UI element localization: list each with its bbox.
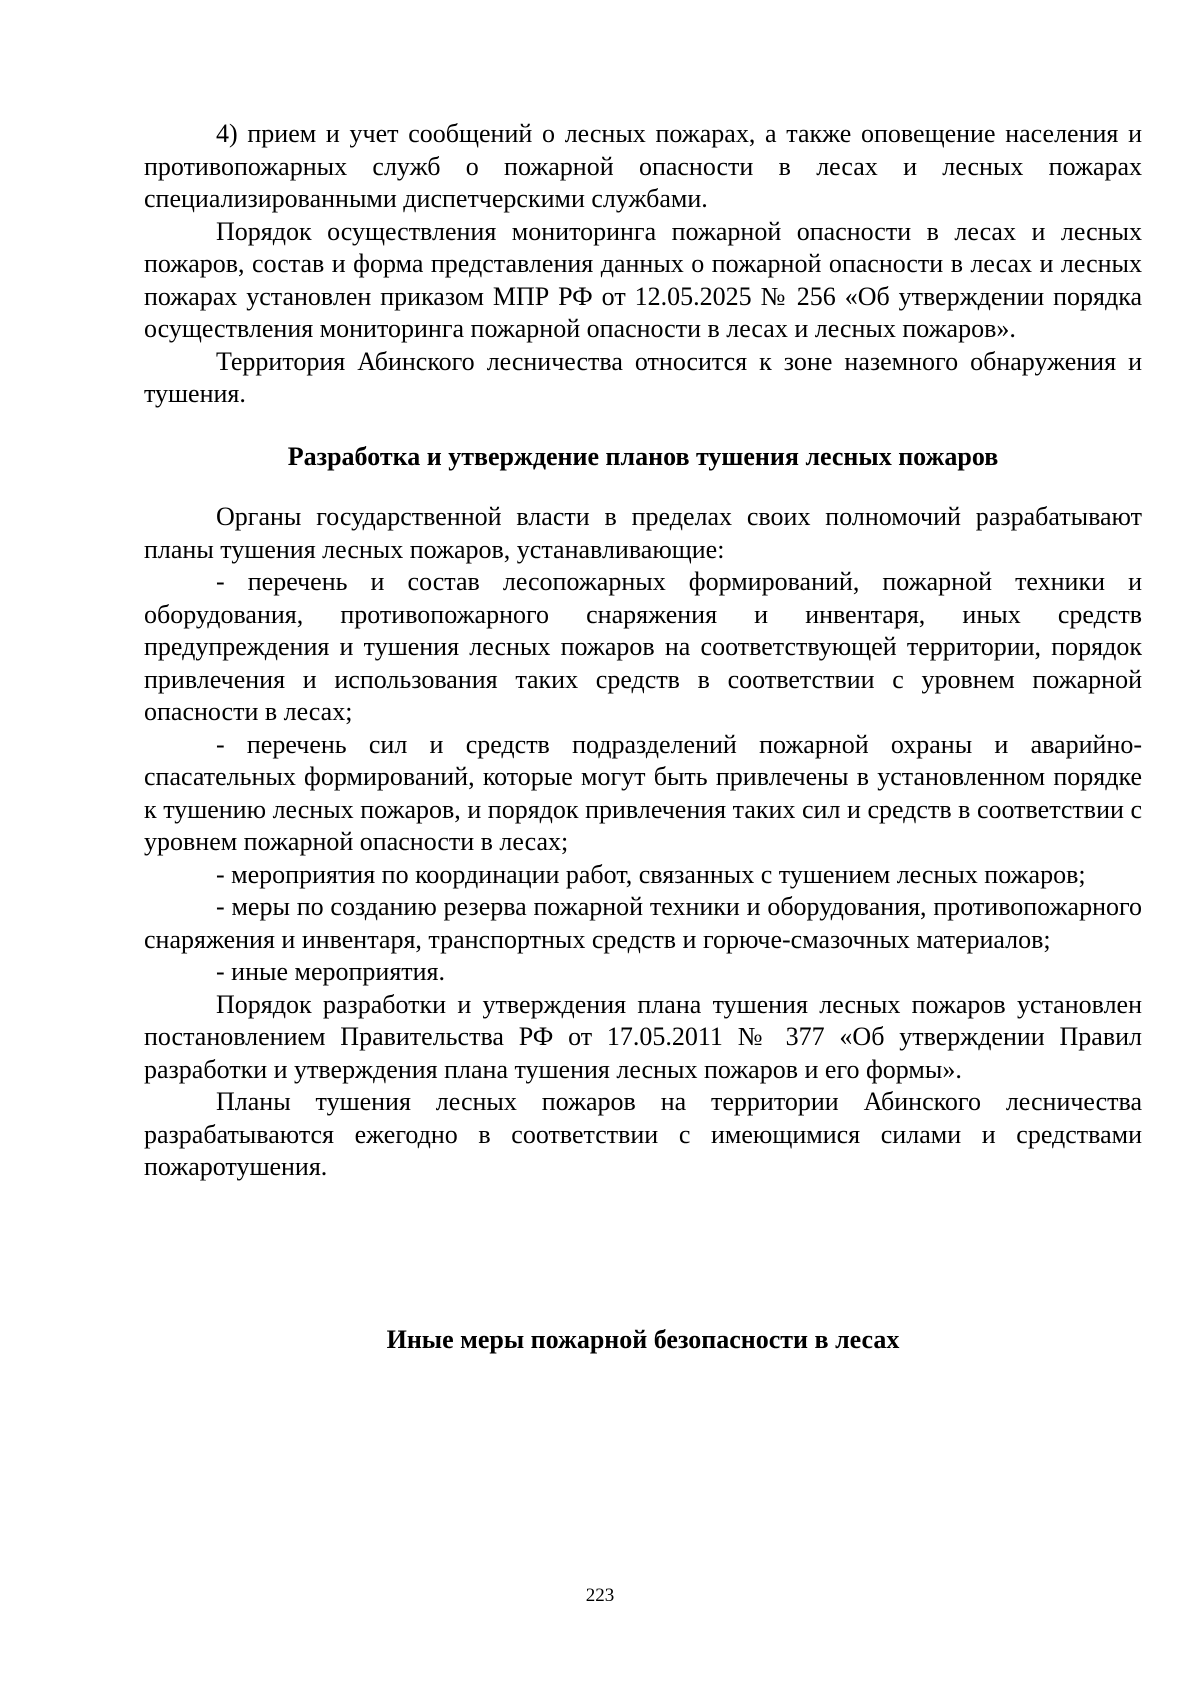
list-item-forces: - перечень сил и средств подразделений пожарной охраны и аварийно-спасательных формирований, которые могут быть привлечены в установленном порядке к тушению лесных пожаров, и порядок привлечения таких сил и средств в соответствии с уровнем пожарной опасности в лесах; bbox=[144, 729, 1142, 856]
section-heading-other-measures: Иные меры пожарной безопасности в лесах bbox=[386, 1324, 900, 1354]
page-number: 223 bbox=[585, 1585, 615, 1606]
paragraph-annual-plans: Планы тушения лесных пожаров на территории Абинского лесничества разрабатываются ежегодно в соответствии с имеющимися силами и средствами пожаротушения. bbox=[144, 1087, 1142, 1181]
list-item-reserve: - меры по созданию резерва пожарной техники и оборудования, противопожарного снаряжения и инвентаря, транспортных средств и горюче-смазочных материалов; bbox=[144, 892, 1142, 954]
paragraph-fire-reports: 4) прием и учет сообщений о лесных пожарах, а также оповещение населения и противопожарных служб о пожарной опасности в лесах и лесных пожарах специализированными диспетчерскими службами. bbox=[144, 119, 1142, 213]
paragraph-plan-procedure: Порядок разработки и утверждения плана тушения лесных пожаров установлен постановлением Правительства РФ от 17.05.2011 № 377 «Об утверждении Правил разработки и утверждения плана тушения лесных пожаров и его формы». bbox=[144, 989, 1142, 1084]
paragraph-monitoring-order: Порядок осуществления мониторинга пожарной опасности в лесах и лесных пожаров, состав и форма представления данных о пожарной опасности в лесах и лесных пожарах установлен приказом МПР РФ от 12.05.2025 № 256 «Об утверждении порядка осуществления мониторинга пожарной опасности в лесах и лесных пожаров». bbox=[144, 216, 1142, 343]
paragraph-territory-zone: Территория Абинского лесничества относится к зоне наземного обнаружения и тушения. bbox=[144, 346, 1142, 408]
paragraph-authorities: Органы государственной власти в пределах своих полномочий разрабатывают планы тушения лесных пожаров, устанавливающие: bbox=[144, 502, 1142, 564]
page-body bbox=[144, 118, 1142, 1356]
list-item-formations: - перечень и состав лесопожарных формирований, пожарной техники и оборудования, противопожарного снаряжения и инвентаря, иных средств предупреждения и тушения лесных пожаров на соответствующей территории, порядок привлечения и использования таких средств в соответствии с уровнем пожарной опасности в лесах; bbox=[144, 567, 1142, 726]
section-heading-fire-plans: Разработка и утверждение планов тушения лесных пожаров bbox=[287, 441, 999, 471]
list-item-other-measures: - иные мероприятия. bbox=[216, 957, 446, 986]
list-item-coordination: - мероприятия по координации работ, связанных с тушением лесных пожаров; bbox=[216, 859, 1086, 889]
